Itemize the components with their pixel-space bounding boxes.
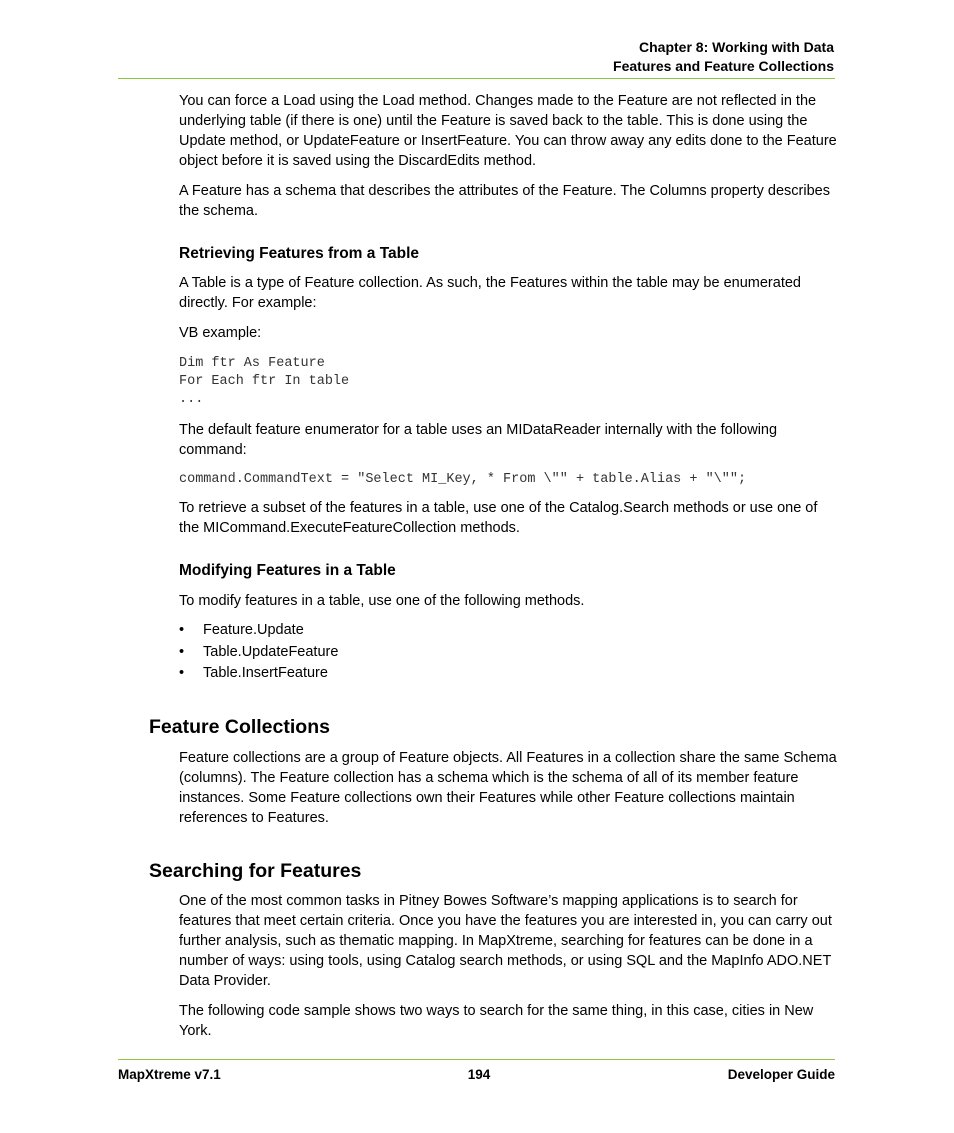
list-item-text: Table.InsertFeature [203, 665, 328, 681]
heading-feature-collections: Feature Collections [149, 715, 330, 738]
header-chapter: Chapter 8: Working with Data [639, 39, 834, 55]
method-list [179, 620, 839, 685]
footer-guide: Developer Guide [727, 1067, 835, 1082]
header-section: Features and Feature Collections [613, 58, 834, 74]
bullet-glyph: • [179, 665, 185, 681]
paragraph-modify-methods: To modify features in a table, use one of the following methods. [179, 593, 585, 609]
paragraph-default-enumerator: The default feature enumerator for a table uses an MIDataReader internally with the following command: [179, 422, 778, 458]
bullet-glyph: • [179, 643, 185, 660]
code-command-text: command.CommandText = "Select MI_Key, * From \"" + table.Alias + "\""; [179, 472, 747, 487]
paragraph-feature-collections: Feature collections are a group of Feature objects. All Features in a collection share the same Schema (columns). The Feature collection has a schema which is the schema of all of its member feature instances. Some Feature collections own their Features while other Feature collections maintain references to Features. [179, 749, 837, 826]
paragraph-retrieve-subset: To retrieve a subset of the features in a table, use one of the Catalog.Search methods or use one of the MICommand.ExecuteFeatureCollection methods. [179, 500, 818, 536]
paragraph-schema: A Feature has a schema that describes the attributes of the Feature. The Columns property describes the schema. [179, 183, 830, 219]
bullet-glyph: • [179, 622, 185, 638]
paragraph-vb-example: VB example: [179, 325, 262, 341]
list-item [179, 620, 839, 642]
list-item-text: Feature.Update [203, 622, 304, 638]
paragraph-table-collection: A Table is a type of Feature collection. As such, the Features within the table may be enumerated directly. For example: [179, 275, 801, 311]
paragraph-load: You can force a Load using the Load method. Changes made to the Feature are not reflected in the underlying table (if there is one) until the Feature is saved back to the table. This is done using the Update method, or UpdateFeature or InsertFeature. You can throw away any edits done to the Feature object before it is saved using the DiscardEdits method. [179, 93, 837, 169]
running-header [118, 38, 834, 76]
header-rule [118, 78, 835, 79]
list-item-text: Table.UpdateFeature [203, 643, 339, 660]
list-item [179, 642, 839, 664]
code-vb-enumerate: Dim ftr As Feature For Each ftr In table ... [179, 356, 350, 407]
footer-product: MapXtreme v7.1 [118, 1067, 221, 1082]
heading-modifying-features: Modifying Features in a Table [179, 562, 396, 579]
paragraph-searching: One of the most common tasks in Pitney Bowes Software’s mapping applications is to search for features that meet certain criteria. Once you have the features you are interested in, you can carry out further analysis, such as thematic mapping. In MapXtreme, searching for features can be done in a number of ways: using tools, using Catalog search methods, or using SQL and the MapInfo ADO.NET Data Provider. [179, 892, 832, 989]
heading-searching-features: Searching for Features [149, 859, 362, 882]
heading-retrieving-features: Retrieving Features from a Table [179, 245, 420, 262]
paragraph-code-sample-intro: The following code sample shows two ways to search for the same thing, in this case, cities in New York. [179, 1002, 814, 1039]
list-item [179, 663, 839, 685]
footer-page-number: 194 [467, 1067, 491, 1082]
footer-rule [118, 1059, 835, 1060]
page-content [149, 91, 839, 1041]
